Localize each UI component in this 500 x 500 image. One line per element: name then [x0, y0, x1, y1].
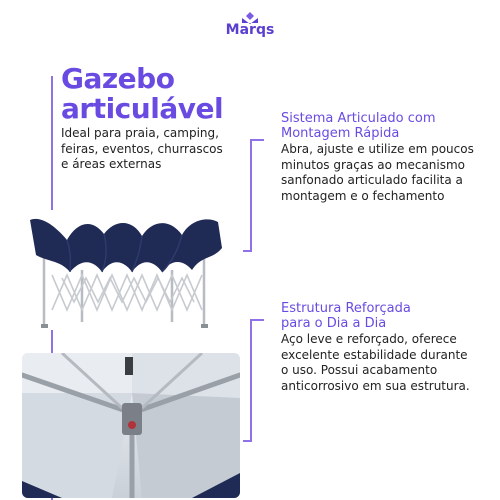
feature-2-desc-line: excelente estabilidade durante [281, 347, 468, 362]
feature-2-title [281, 301, 491, 331]
connector-line-1 [250, 140, 252, 252]
subtitle-line: e áreas externas [61, 157, 162, 171]
title-line-1: Gazebo [61, 62, 175, 95]
subtitle-line: Ideal para praia, camping, [61, 126, 219, 140]
gazebo-folded-image [22, 210, 240, 330]
gazebo-structure-image [22, 353, 240, 498]
subtitle-line: feiras, eventos, churrascos [61, 141, 223, 156]
feature-2-desc-line: Aço leve e reforçado, oferece [281, 332, 457, 346]
feature-1-desc-line: Abra, ajuste e utilize em poucos [281, 142, 474, 156]
title-line-2: articulável [61, 92, 224, 125]
feature-2-title-line: Estrutura Reforçada [281, 301, 411, 316]
feature-2-desc-line: anticorrosivo em sua estrutura. [281, 378, 470, 393]
feature-1-title [281, 111, 491, 141]
connector-foot-1 [243, 250, 252, 252]
connector-tick-1 [250, 139, 264, 141]
feature-2-description [281, 332, 491, 394]
page-subtitle [61, 126, 246, 173]
feature-1-title-line: Montagem Rápida [281, 126, 400, 141]
feature-1-desc-line: sanfonado articulado facilita a [281, 173, 463, 187]
feature-2-title-line: para o Dia a Dia [281, 316, 387, 331]
connector-line-2 [250, 320, 252, 442]
connector-tick-2 [250, 319, 264, 321]
feature-1-description [281, 142, 491, 204]
feature-1-desc-line: minutos graças ao mecanismo [281, 157, 466, 172]
feature-2-desc-line: o uso. Possui acabamento [281, 363, 438, 377]
feature-1-desc-line: montagem e o fechamento [281, 188, 445, 203]
brand-name: Marqs [225, 22, 275, 38]
feature-1-title-line: Sistema Articulado com [281, 111, 436, 126]
page-title [61, 64, 271, 124]
connector-foot-2 [243, 440, 252, 442]
